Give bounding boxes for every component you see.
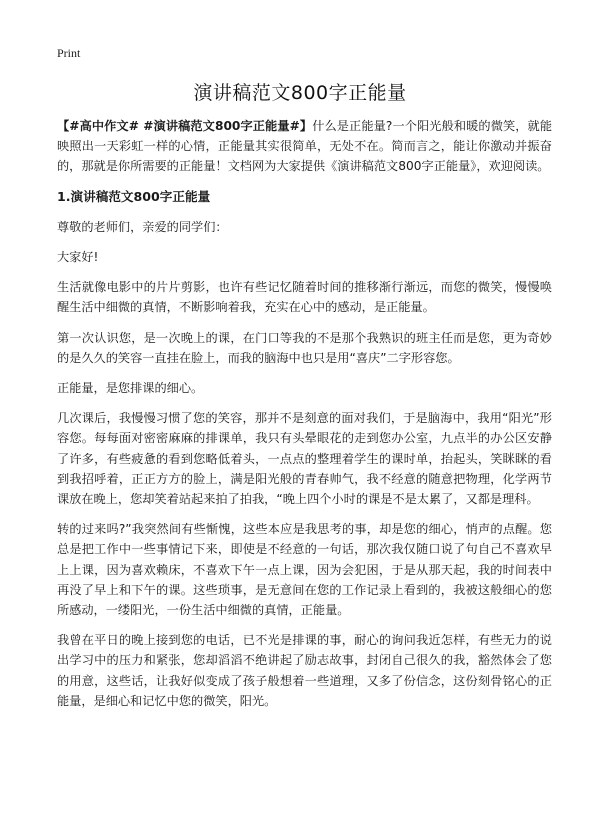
body-paragraph: 正能量，是您排课的细心。 [57, 381, 204, 396]
intro-tags: 【#高中作文# #演讲稿范文800字正能量#】 [57, 119, 313, 133]
article-body [57, 116, 552, 721]
greeting: 大家好! [57, 250, 99, 265]
body-paragraph: 我曾在平日的晚上接到您的电话，已不光是排课的事，耐心的询问我近怎样，有些无力的说出学习中的压力和紧张，您却滔滔不绝讲起了励志故事，封闭自己很久的我，豁然体会了您的用意，这些话，让我好似变成了孩子般想着一些道理，又多了份信念，这份刻骨铭心的正能量，是细心和记忆中您的微笑，阳光。 [57, 633, 552, 708]
intro-paragraph [57, 116, 552, 177]
body-paragraph: 转的过来吗?”我突然间有些惭愧，这些本应是我思考的事，却是您的细心，悄声的点醒。您总是把工作中一些事情记下来，即使是不经意的一句话，那次我仅随口说了句自己不喜欢早上上课，因为喜欢赖床，不喜欢下午一点上课，因为会犯困，于是从那天起，我的时间表中再没了早上和下午的课。这些琐事，是无意间在您的工作记录上看到的，我被这般细心的您所感动，一缕阳光，一份生活中细微的真情，正能量。 [57, 522, 552, 618]
body-paragraph: 第一次认识您，是一次晚上的课，在门口等我的不是那个我熟识的班主任而是您，更为奇妙的是久久的笑容一直挂在脸上，而我的脑海中也只是用“喜庆”二字形容您。 [57, 330, 552, 365]
intro-text: 什么是正能量?一个阳光般和暖的微笑，就能映照出一天彩虹一样的心情，正能量其实很简单，无处不在。简而言之，能让你激动并振奋的，那就是你所需要的正能量！文档网为大家提供《演讲稿范文800字正能量》，欢迎阅读。 [57, 119, 553, 174]
section-heading: 1.演讲稿范文800字正能量 [57, 188, 211, 204]
salutation: 尊敬的老师们，亲爱的同学们： [57, 219, 228, 234]
body-paragraph: 几次课后，我慢慢习惯了您的笑容，那并不是刻意的面对我们，于是脑海中，我用“阳光”形容您。每每面对密密麻麻的排课单，我只有头晕眼花的走到您办公室，九点半的办公区安静了许多，有些疲惫的看到您略低着头，一点点的整理着学生的课时单，抬起头，笑眯眯的看到我招呼着，正正方方的脸上，满是阳光般的青春帅气，我不经意的随意把物理，化学两节课放在晚上，您却笑着站起来拍了拍我，“晚上四个小时的课是不是太累了，又都是理科。 [57, 411, 552, 507]
page-title: 演讲稿范文800字正能量 [193, 82, 407, 104]
print-link[interactable]: Print [57, 46, 81, 60]
body-paragraph: 生活就像电影中的片片剪影，也许有些记忆随着时间的推移渐行渐远，而您的微笑，慢慢唤醒生活中细微的真情，不断影响着我，充实在心中的感动，是正能量。 [57, 280, 552, 315]
